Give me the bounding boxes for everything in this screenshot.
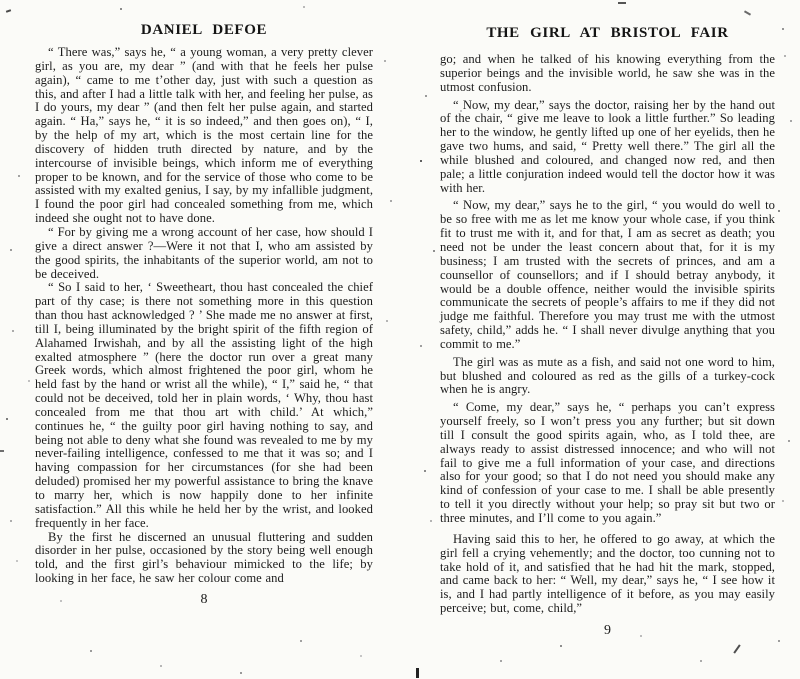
page-right bbox=[440, 0, 775, 639]
scan-artifact bbox=[416, 668, 419, 678]
page-number-right: 9 bbox=[604, 622, 611, 638]
running-header-left: DANIEL DEFOE bbox=[140, 22, 268, 38]
scan-artifact bbox=[0, 450, 4, 452]
scan-artifact bbox=[733, 644, 740, 653]
scan-artifact bbox=[6, 9, 11, 13]
paragraph: “ Now, my dear,” says he to the girl, “ you would do well to be so free with me as let me know your whole case, if you think fit to trust me with it, and for that, I am as secret as death; you need not be under the least concern about that, for it is my business; I am trusted with the secrets of princes, and am a counsellor of counsellors; and if I should betray anybody, it would be a double offence, neither would the invisible spirits communicate the secrets of people’s affairs to me if they did not judge me faithful. Therefore you may trust me with the utmost safety, child,” adds he. “ I shall never divulge anything that you commit to me.” bbox=[440, 198, 775, 351]
paragraph: “ Come, my dear,” says he, “ perhaps you can’t express yourself freely, so I won’t press you any further; but sit down till I consult the good spirits again, who, as I told thee, are always ready to assist distressed innocence; and who will not fail to give me a full information of your case, and directions also for your good; so that I do not need you should make any kind of confession of your case to me. I shall be able presently to tell it you directly without your help; so pray sit but two or three minutes, and I’ll come to you again.” bbox=[440, 400, 775, 525]
page-left bbox=[35, 0, 373, 608]
page-right-body bbox=[440, 53, 775, 616]
paragraph: “ So I said to her, ‘ Sweetheart, thou hast concealed the chief part of thy case; is there not something more in this question than thou hast acknowledged ? ’ She made me no answer at first, till I, being illuminated by the bright spirit of the fifth region of Alahamed Irwishah, and by all the assisting light of the high exalted atmosphere ” (here the doctor run over a great many Greek words, which almost frightened the poor girl, whom he held fast by the hand or wrist all the while), “ I,” said he, “ that could not be deceived, told her in plain words, ‘ Why, thou hast concealed from me that thou art with child.’ At which,” continues he, “ the guilty poor girl having nothing to say, and being not able to deny what she found was revealed to me by my never-failing intelligence, confessed to me that it was so; and I having compassion for her circumstances (for she had been deluded) promised her my powerful assistance to bring the knave to marry her, which is now happily done to her infinite satisfaction.” All this while he held her by the wrist, and looked frequently in her face. bbox=[35, 280, 373, 530]
paragraph: “ There was,” says he, “ a young woman, a very pretty clever girl, as you are, my dear ” (and with that he feels her pulse again), “ came to me t’other day, just with such a question as this, and after I had a little talk with her, and feeling her pulse, as I do yours, my dear ” (and then felt her pulse again, and started again. “ Ha,” says he, “ it is so indeed,” and then goes on), “ I, by the help of my art, which is the most certain line for the discovery of hidden truth directed by nature, and by the intercourse of invisible beings, which inform me of everything proper to be known, and for the service of those who come to be assisted with my exalted genius, I say, by my infallible judgment, I found the poor girl had concealed something from me, which indeed she ought not to have done. bbox=[35, 45, 374, 226]
running-header-right: THE GIRL AT BRISTOL FAIR bbox=[486, 25, 729, 41]
page-number-left: 8 bbox=[200, 591, 208, 607]
paragraph: The girl was as mute as a fish, and said not one word to him, but blushed and coloured as red as the gills of a turkey-cock when he is angry. bbox=[440, 354, 775, 397]
paragraph: “ For by giving me a wrong account of her case, how should I give a direct answer ?—Were it not that I, who am assisted by the good spirits, the inhabitants of the superior world, am not to be deceived. bbox=[35, 224, 373, 281]
paragraph: “ Now, my dear,” says the doctor, raising her by the hand out of the chair, “ give me leave to look a little further.” So leading her to the window, he gently lifted up one of her eyelids, then he gave two hums, and said, “ Pretty well there.” The girl all the while blushed and coloured, and changed now red, and then pale; a little conjuration indeed would tell the doctor how it was with her. bbox=[440, 97, 775, 195]
paragraph: go; and when he talked of his knowing everything from the superior beings and the invisible world, he saw she was in the utmost confusion. bbox=[440, 52, 775, 94]
page-left-body bbox=[35, 46, 373, 586]
paragraph: By the first he discerned an unusual fluttering and sudden disorder in her pulse, occasioned by the story being well enough told, and the first girl’s behaviour mimicked to the life; by looking in her face, he saw her colour come and bbox=[35, 529, 373, 586]
scan-noise bbox=[0, 0, 2, 2]
paragraph: Having said this to her, he offered to go away, at which the girl fell a crying vehemently; and the doctor, too cunning not to take hold of it, and satisfied that he had hit the mark, stopped, and came back to her: “ Well, my dear,” says he, “ I see how it is, and I had partly intelligence of it before, as you may easily perceive; but, come, child,” bbox=[440, 531, 775, 616]
